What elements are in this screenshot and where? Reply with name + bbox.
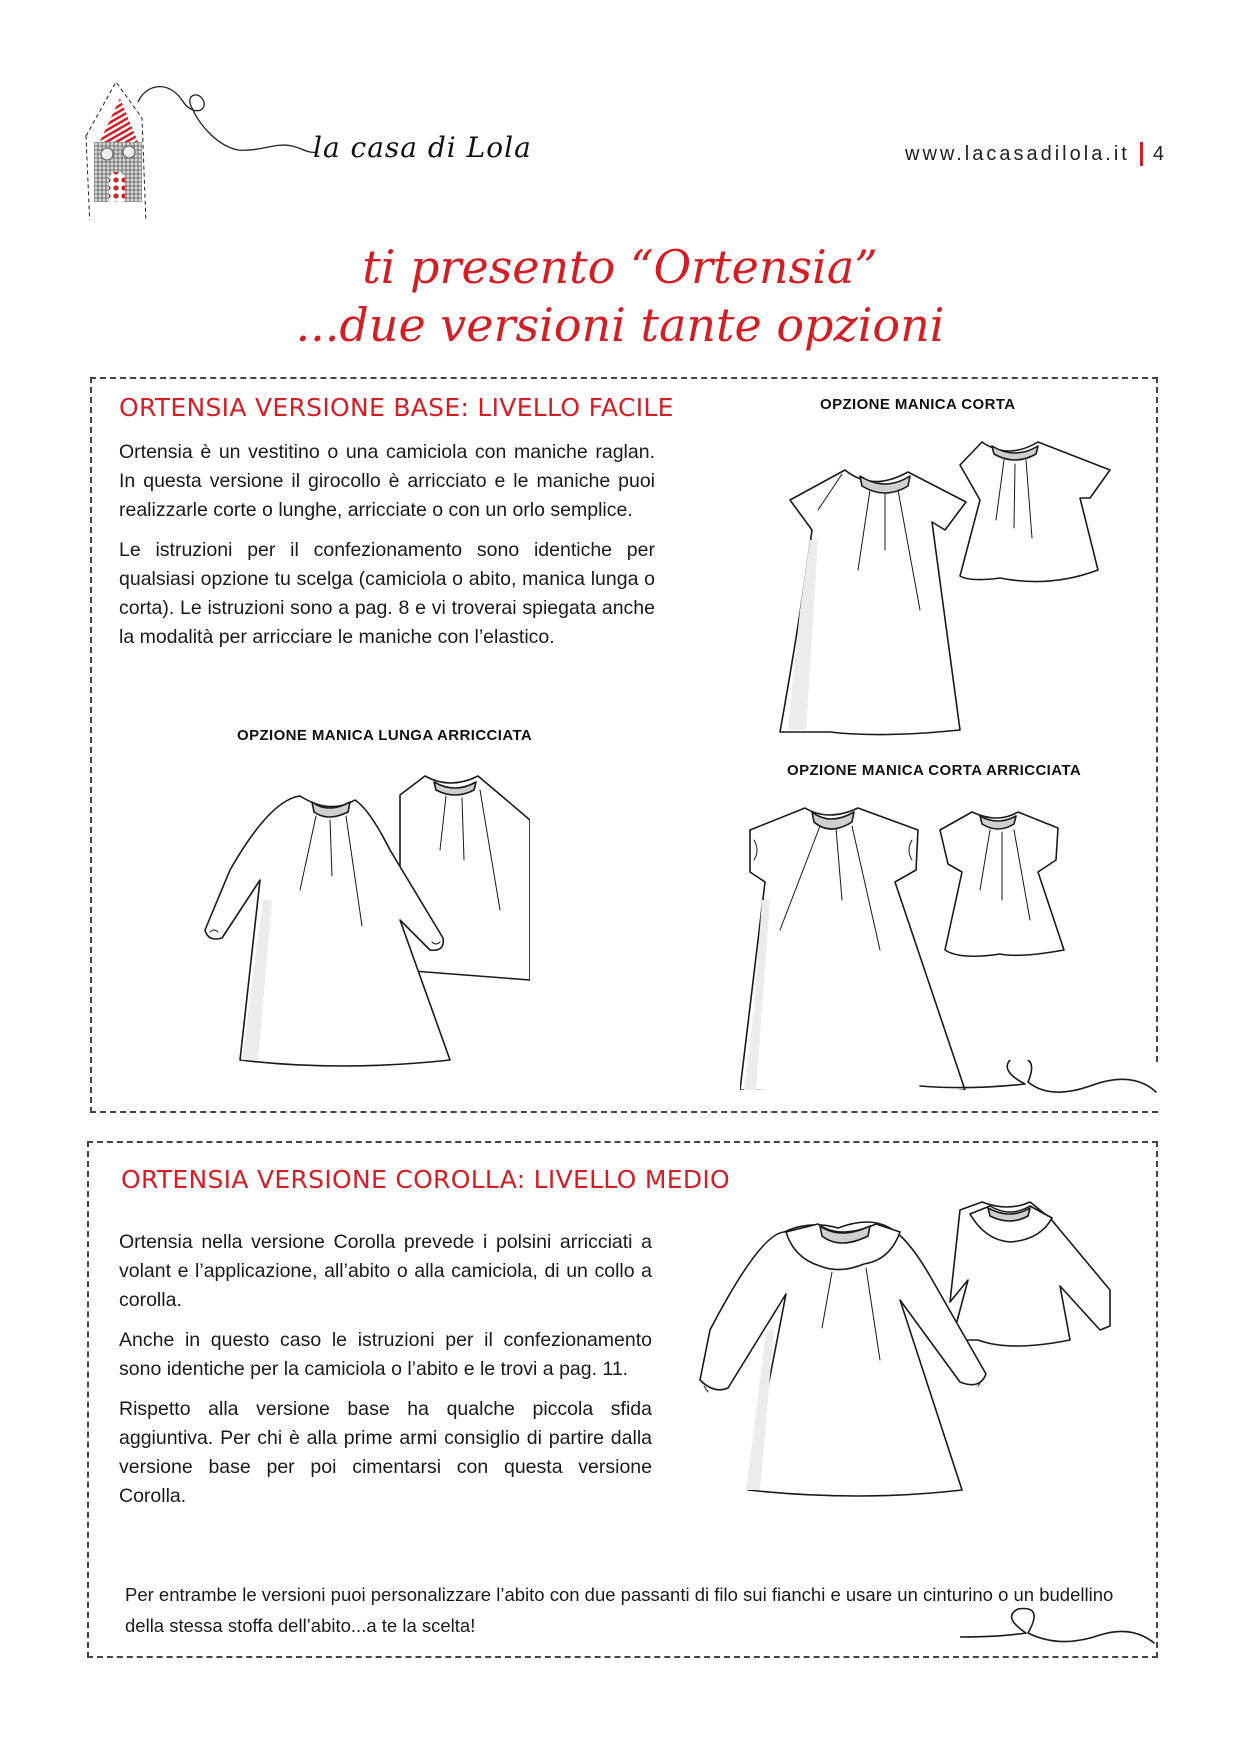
page-number: 4 — [1152, 142, 1164, 165]
caption-manica-lunga-arricciata: OPZIONE MANICA LUNGA ARRICCIATA — [237, 727, 533, 744]
caption-manica-corta: OPZIONE MANICA CORTA — [820, 396, 1016, 413]
paragraph: Ortensia nella versione Corolla prevede i polsini arricciati a volant e l’applicazione, all’abito o alla camiciola, di un collo a corolla. — [119, 1231, 652, 1311]
page-title-line1: ti presento “Ortensia” — [362, 240, 878, 294]
dress-short-gathered-sleeve-illustration — [740, 790, 1100, 1090]
separator — [1140, 142, 1143, 166]
site-header-right — [905, 142, 1164, 166]
section-corolla-heading: ORTENSIA VERSIONE COROLLA: LIVELLO MEDIO — [121, 1165, 731, 1194]
brand-name: la casa di Lola — [313, 131, 532, 164]
caption-manica-corta-arricciata: OPZIONE MANICA CORTA ARRICCIATA — [787, 762, 1082, 779]
dress-long-gathered-sleeve-illustration — [200, 760, 530, 1070]
paragraph: Anche in questo caso le istruzioni per il confezionamento sono identiche per la camiciola o l’abito e le trovi a pag. 11. — [119, 1329, 652, 1380]
paragraph: Le istruzioni per il confezionamento sono identiche per qualsiasi opzione tu scelga (camiciola o abito, manica lunga o corta). Le istruzioni sono a pag. 8 e vi troverai spiegata anche la modalità per arricciare le maniche con l’elastico. — [119, 539, 655, 648]
thread-loop-icon — [960, 1605, 1160, 1665]
section-corolla-text — [119, 1228, 652, 1522]
section-base-text — [119, 438, 655, 663]
paragraph: Ortensia è un vestitino o una camiciola con maniche raglan. In questa versione il girocollo è arricciato e le maniche puoi realizzarle corte o lunghe, arricciate o con un orlo semplice. — [119, 441, 655, 521]
thread-loop-icon — [900, 1060, 1160, 1120]
paragraph: Rispetto alla versione base ha qualche piccola sfida aggiuntiva. Per chi è alla prime armi consiglio di partire dalla versione base per poi cimentarsi con questa versione Corolla. — [119, 1398, 652, 1507]
page-title-line2: ...due versioni tante opzioni — [295, 298, 945, 352]
dress-corolla-illustration — [690, 1190, 1130, 1500]
footer-note: Per entrambe le versioni puoi personalizzare l’abito con due passanti di filo sui fianchi e usare un cinturino o un budellino della stessa stoffa dell’abito...a te la scelta! — [125, 1584, 1114, 1636]
dress-short-sleeve-illustration — [760, 410, 1120, 740]
section-base-box-edge — [1156, 377, 1158, 1062]
website-link[interactable]: www.lacasadilola.it — [905, 142, 1130, 165]
section-base-heading: ORTENSIA VERSIONE BASE: LIVELLO FACILE — [119, 393, 674, 422]
